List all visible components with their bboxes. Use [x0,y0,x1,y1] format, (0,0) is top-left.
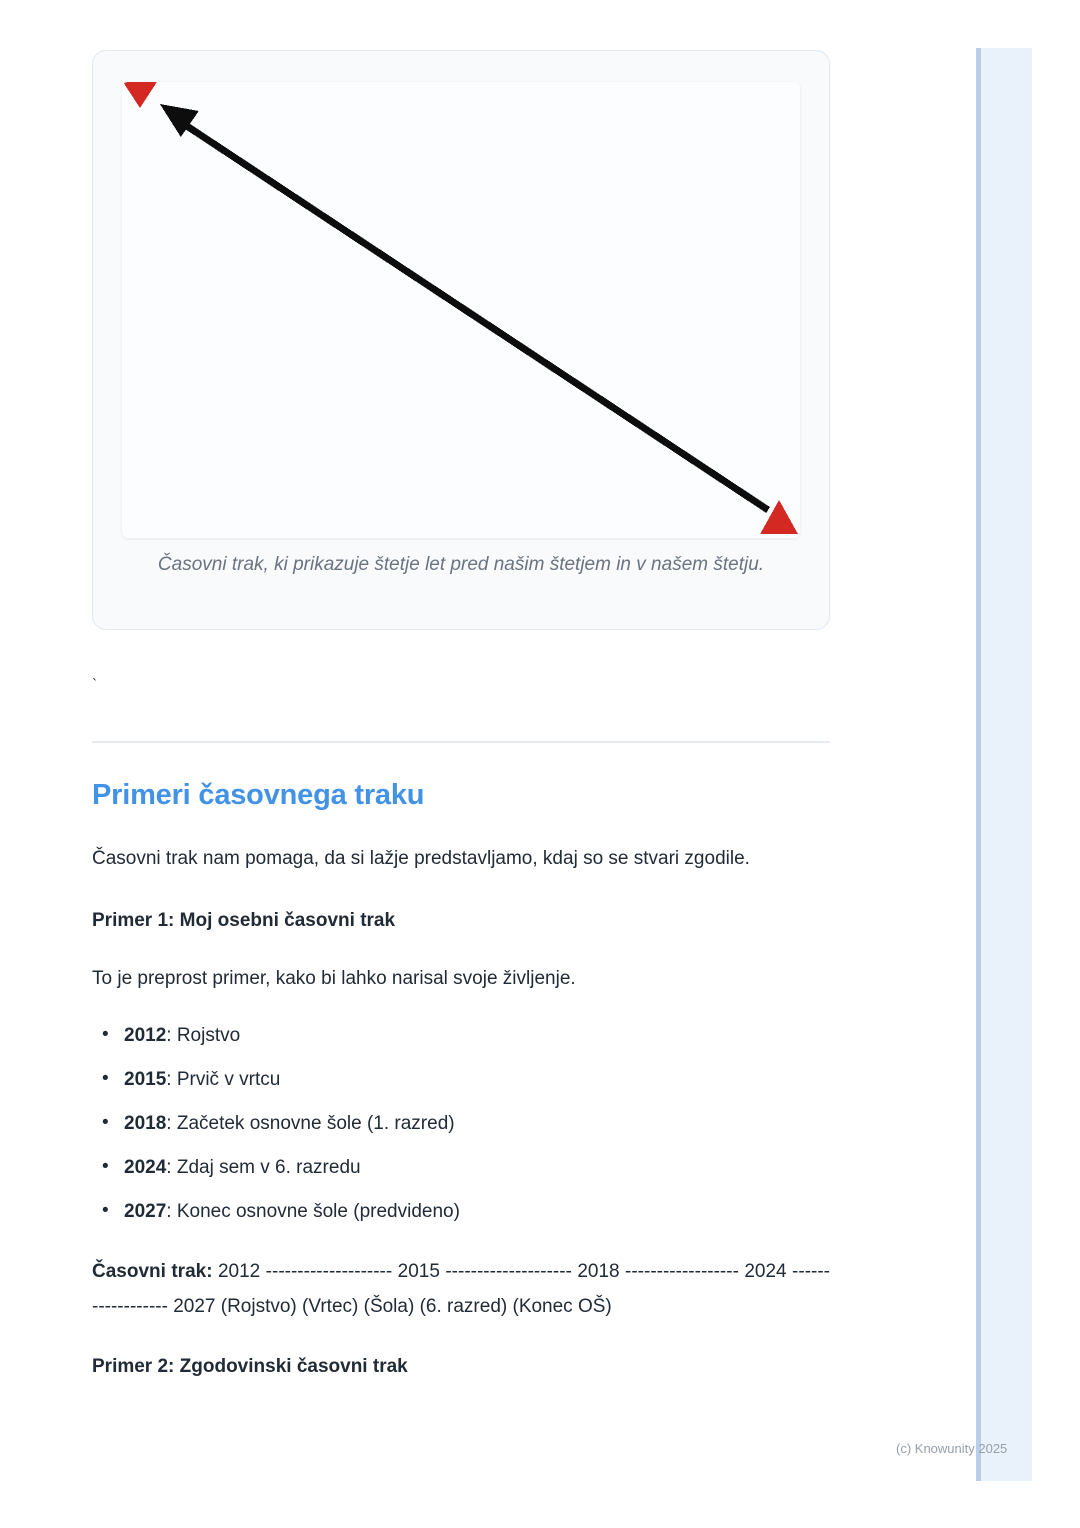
example1-description: To je preprost primer, kako bi lahko narisal svoje življenje. [92,968,576,989]
event-text: : Začetek osnovne šole (1. razred) [166,1113,455,1134]
event-year: 2027 [124,1201,167,1222]
event-text: : Konec osnovne šole (predvideno) [166,1201,460,1222]
right-edge-panel [976,48,1032,1481]
event-text: : Prvič v vrtcu [166,1069,281,1090]
bullet-icon: • [102,1200,109,1221]
event-text: : Zdaj sem v 6. razredu [166,1157,361,1178]
example1-event-list [92,1024,830,1224]
timeline-figure-image [122,82,800,538]
section-title: Primeri časovnega traku [92,779,425,811]
list-item [92,1068,830,1092]
timeline-figure-card [92,50,830,630]
event-year: 2018 [124,1113,167,1134]
event-year: 2015 [124,1069,167,1090]
list-item [92,1112,830,1136]
timeline-label: Časovni trak: [92,1261,213,1282]
stray-backtick-text: ` [92,676,97,693]
event-year: 2012 [124,1025,167,1046]
timeline-value: 2012 -------------------- 2015 -------------------- 2018 ------------------ 2024 ------------------ 2027 (Rojstvo) (Vrtec) (Šola) (6. razred) (Konec OŠ) [92,1261,830,1317]
bullet-icon: • [102,1068,109,1089]
copyright-text: (c) Knowunity 2025 [896,1441,1008,1456]
section-intro-paragraph: Časovni trak nam pomaga, da si lažje predstavljamo, kdaj so se stvari zgodile. [92,848,750,869]
bullet-icon: • [102,1024,109,1045]
figure-caption: Časovni trak, ki prikazuje štetje let pred našim štetjem in v našem štetju. [157,554,765,575]
red-marker-top-icon [123,82,157,108]
ascii-timeline-paragraph [92,1254,830,1324]
document-content [92,0,830,1380]
event-text: : Rojstvo [166,1025,241,1046]
section-divider [92,741,830,743]
list-item [92,1156,830,1180]
bullet-icon: • [102,1156,109,1177]
bullet-icon: • [102,1112,109,1133]
example1-heading: Primer 1: Moj osebni časovni trak [92,910,396,931]
event-year: 2024 [124,1157,167,1178]
example2-heading: Primer 2: Zgodovinski časovni trak [92,1356,408,1377]
timeline-arrow-line [184,124,768,510]
list-item [92,1200,830,1224]
list-item [92,1024,830,1048]
timeline-arrow-graphic [122,82,800,538]
